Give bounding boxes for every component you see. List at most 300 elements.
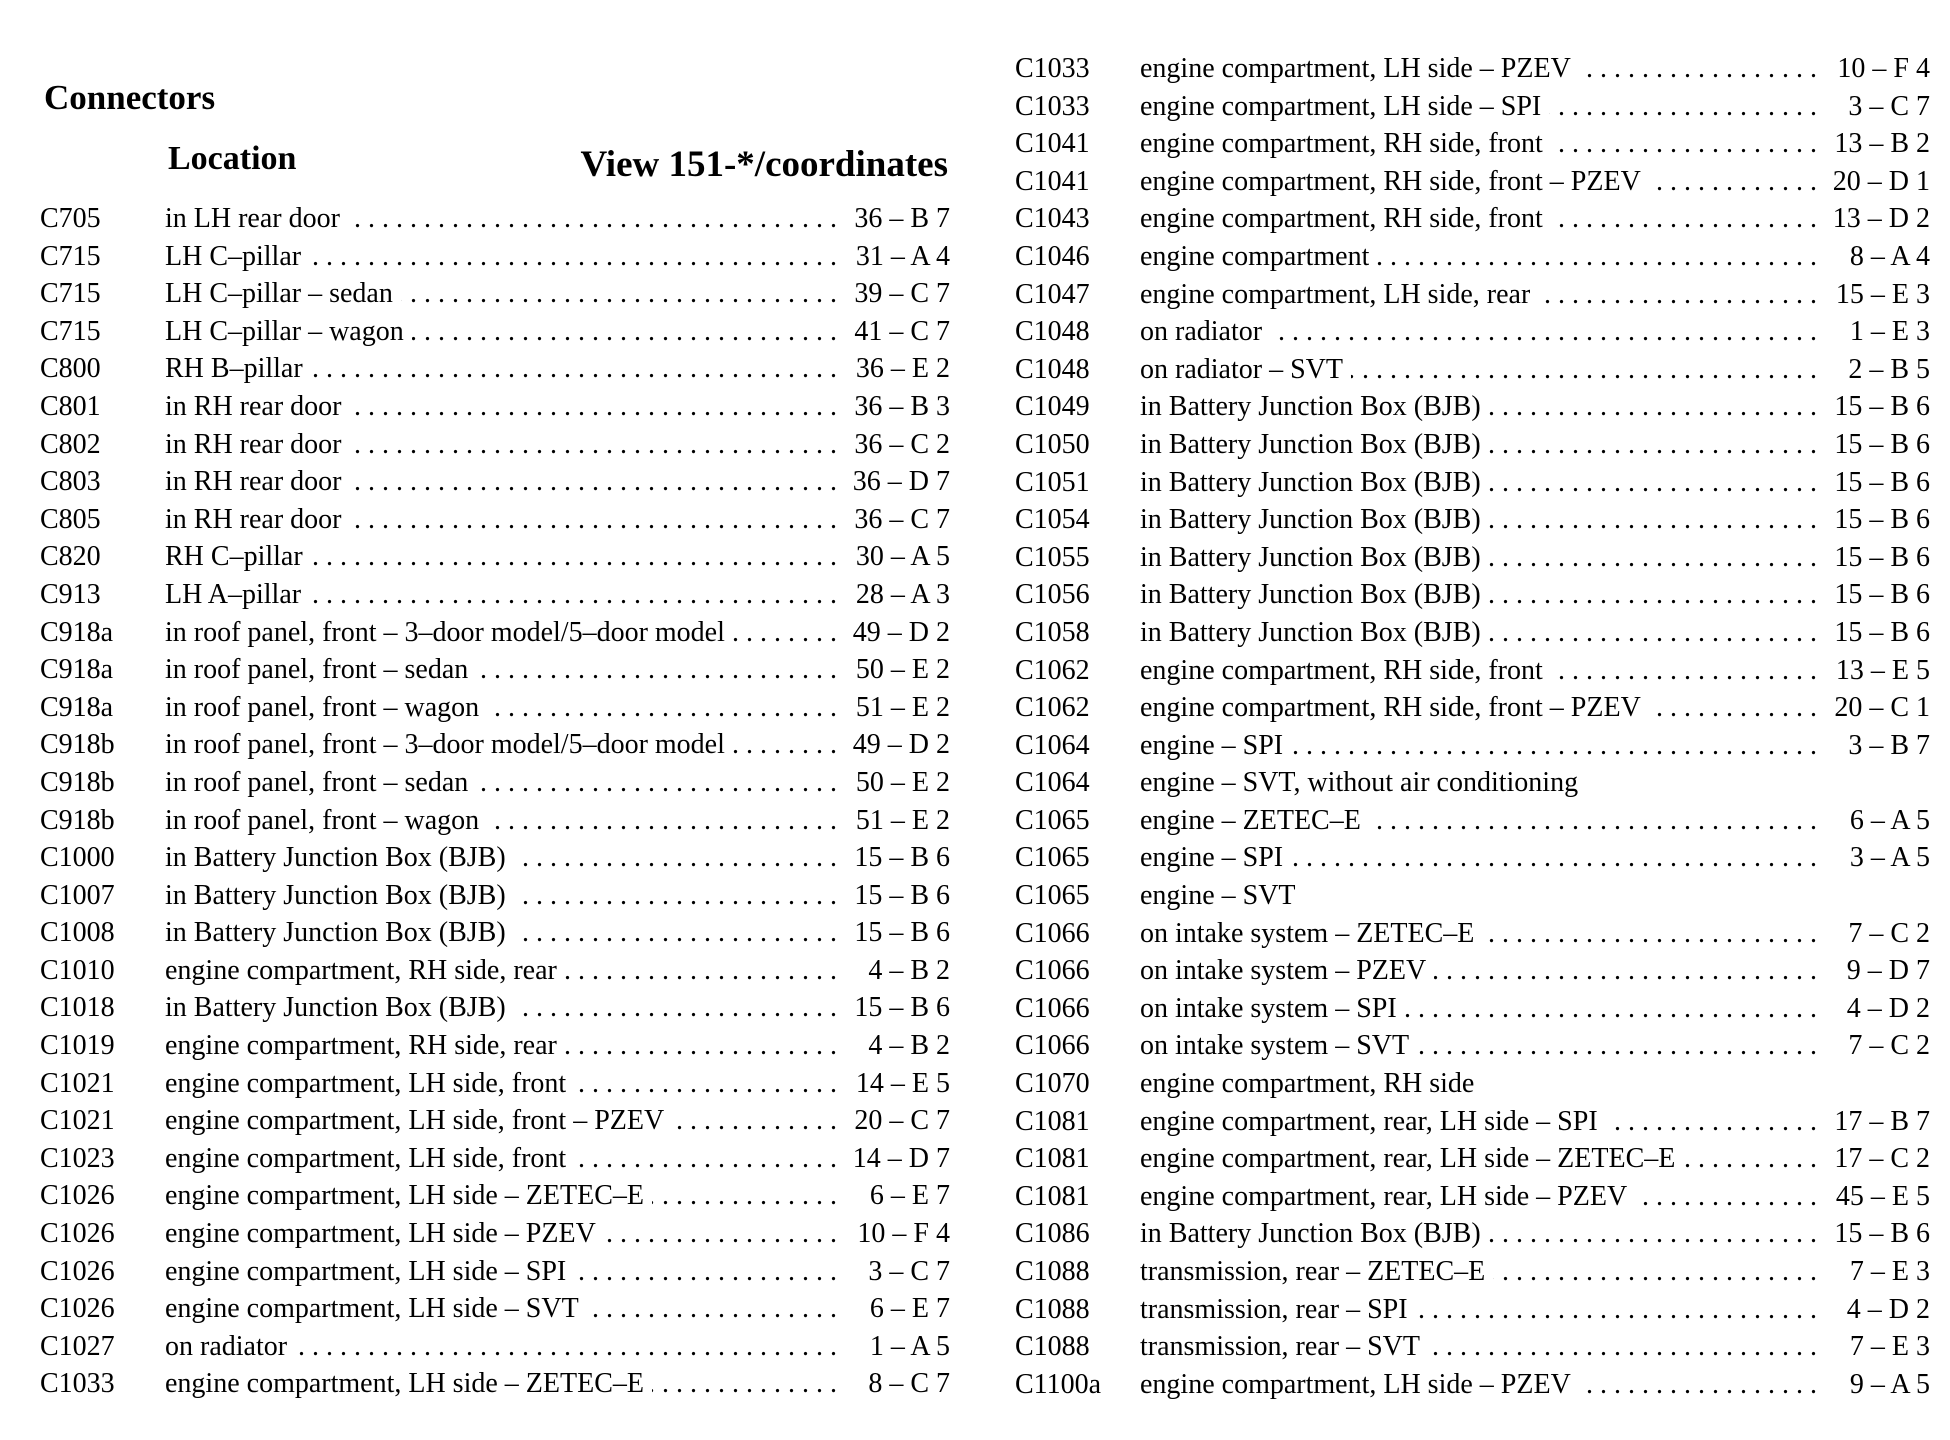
connector-code: C918a — [40, 691, 114, 723]
connector-code: C715 — [40, 278, 101, 310]
connector-coordinates: 6 – E 7 — [869, 1180, 950, 1212]
leader-dots — [1489, 426, 1817, 464]
connector-coordinates: 28 – A 3 — [855, 578, 950, 610]
connector-coordinates: 4 – D 2 — [1846, 992, 1930, 1024]
leader-dots — [348, 200, 837, 238]
connector-coordinates: 36 – C 7 — [854, 503, 950, 535]
connector-coordinates: 15 – B 6 — [854, 917, 950, 949]
leader-dots — [350, 501, 837, 539]
connector-location: on intake system – PZEV — [1140, 955, 1427, 987]
leader-dots — [1489, 388, 1817, 426]
leader-dots — [1377, 238, 1817, 276]
connector-location: in roof panel, front – sedan — [165, 654, 469, 686]
connector-row — [1015, 764, 1930, 802]
connector-coordinates: 36 – B 3 — [854, 390, 950, 422]
connector-location: on intake system – SVT — [1140, 1030, 1410, 1062]
connector-coordinates: 36 – D 7 — [852, 466, 950, 498]
connector-location: in RH rear door — [165, 466, 342, 498]
connector-location: engine compartment, RH side, rear — [165, 1030, 557, 1062]
connector-coordinates: 49 – D 2 — [852, 729, 950, 761]
leader-dots — [1489, 539, 1817, 577]
connector-coordinates: 4 – B 2 — [868, 954, 950, 986]
connector-location: in Battery Junction Box (BJB) — [165, 879, 506, 911]
connector-location: engine – SPI — [1140, 842, 1284, 874]
connector-coordinates: 9 – A 5 — [1849, 1368, 1930, 1400]
leader-dots — [1635, 1178, 1817, 1216]
leader-dots — [1369, 802, 1817, 840]
connector-coordinates: 15 – B 6 — [1834, 1218, 1930, 1250]
leader-dots — [412, 313, 837, 351]
connector-coordinates: 20 – C 7 — [854, 1105, 950, 1137]
connector-code: C1026 — [40, 1255, 115, 1287]
connector-location: engine – SVT, without air conditioning — [1140, 767, 1579, 799]
leader-dots — [1291, 727, 1817, 765]
connector-location: RH C–pillar — [165, 541, 303, 573]
connector-coordinates: 15 – B 6 — [854, 879, 950, 911]
connector-coordinates: 17 – B 7 — [1834, 1105, 1930, 1137]
connector-row — [1015, 1366, 1930, 1404]
connector-coordinates: 45 – E 5 — [1835, 1180, 1930, 1212]
connector-coordinates: 8 – A 4 — [1849, 240, 1930, 272]
connector-coordinates: 3 – C 7 — [868, 1255, 950, 1287]
connector-location: engine compartment, RH side — [1140, 1068, 1475, 1100]
connector-coordinates: 36 – C 2 — [854, 428, 950, 460]
leader-dots — [1493, 1253, 1817, 1291]
connector-row — [40, 802, 950, 840]
connector-location: engine compartment, RH side, front – PZEV — [1140, 165, 1641, 197]
leader-dots — [487, 689, 837, 727]
connector-location: in Battery Junction Box (BJB) — [165, 842, 506, 874]
connector-coordinates: 1 – A 5 — [869, 1330, 950, 1362]
leader-dots — [514, 914, 837, 952]
connector-row — [40, 1365, 950, 1403]
connector-location: engine compartment, LH side – SPI — [1140, 90, 1542, 122]
connector-row — [40, 313, 950, 351]
connector-code: C1041 — [1015, 165, 1090, 197]
connector-code: C918b — [40, 729, 115, 761]
connector-coordinates: 51 – E 2 — [855, 804, 950, 836]
section-title: Connectors — [44, 78, 216, 117]
leader-dots — [733, 614, 837, 652]
connector-coordinates: 2 – B 5 — [1848, 353, 1930, 385]
connector-location: in LH rear door — [165, 203, 340, 234]
connector-coordinates: 10 – F 4 — [857, 1218, 950, 1250]
connector-row — [40, 1290, 950, 1328]
connector-code: C1027 — [40, 1330, 115, 1362]
connector-code: C1056 — [1015, 579, 1090, 611]
connector-row — [1015, 1328, 1930, 1366]
leader-dots — [1489, 1215, 1817, 1253]
connector-coordinates: 3 – B 7 — [1848, 729, 1930, 761]
connector-location: on intake system – ZETEC–E — [1140, 917, 1475, 949]
connector-row — [1015, 426, 1930, 464]
leader-dots — [514, 989, 837, 1027]
leader-dots — [350, 426, 837, 464]
leader-dots — [1489, 464, 1817, 502]
connector-coordinates: 13 – B 2 — [1834, 128, 1930, 160]
connector-location: engine compartment, LH side – ZETEC–E — [165, 1180, 644, 1212]
connector-location: transmission, rear – ZETEC–E — [1140, 1256, 1486, 1287]
connector-code: C1062 — [1015, 654, 1090, 686]
leader-dots — [565, 952, 837, 990]
connector-location: in Battery Junction Box (BJB) — [1140, 1218, 1481, 1250]
leader-dots — [1579, 1366, 1817, 1404]
leader-dots — [652, 1365, 837, 1403]
connector-location: engine compartment, rear, LH side – ZETEC–E — [1140, 1143, 1676, 1175]
connector-row — [1015, 802, 1930, 840]
connector-coordinates: 50 – E 2 — [855, 654, 950, 686]
connector-row — [40, 689, 950, 727]
connector-code: C918a — [40, 616, 114, 648]
leader-dots — [309, 238, 837, 276]
connector-coordinates: 15 – B 6 — [1834, 466, 1930, 498]
connector-coordinates: 41 – C 7 — [854, 315, 950, 347]
connector-code: C1050 — [1015, 428, 1090, 460]
leader-dots — [1683, 1140, 1817, 1178]
connector-code: C1055 — [1015, 541, 1090, 573]
connector-row — [40, 1215, 950, 1253]
leader-dots — [1489, 576, 1817, 614]
connector-code: C918b — [40, 804, 115, 836]
leader-dots — [514, 877, 837, 915]
leader-dots — [574, 1065, 837, 1103]
leader-dots — [1538, 276, 1817, 314]
connector-code: C1026 — [40, 1293, 115, 1325]
leader-dots — [476, 651, 837, 689]
connector-location: in Battery Junction Box (BJB) — [1140, 579, 1481, 611]
connector-code: C1065 — [1015, 880, 1090, 912]
connector-code: C1021 — [40, 1105, 115, 1137]
connector-code: C803 — [40, 466, 101, 498]
connector-location: in roof panel, front – wagon — [165, 804, 480, 836]
leader-dots — [1482, 1065, 1817, 1103]
connector-code: C918a — [40, 654, 114, 686]
leader-dots — [1291, 839, 1817, 877]
connector-row — [40, 463, 950, 501]
leader-dots — [487, 802, 837, 840]
connector-row — [40, 952, 950, 990]
connector-location: in roof panel, front – wagon — [165, 691, 480, 723]
connector-code: C1033 — [1015, 90, 1090, 122]
connector-row — [1015, 388, 1930, 426]
connector-coordinates: 39 – C 7 — [854, 278, 950, 310]
connector-row — [1015, 877, 1930, 915]
connector-coordinates: 8 – C 7 — [868, 1368, 950, 1400]
connector-location: in roof panel, front – sedan — [165, 766, 469, 798]
connector-location: in RH rear door — [165, 428, 342, 460]
connector-coordinates: 6 – A 5 — [1849, 804, 1930, 836]
leader-dots — [309, 576, 837, 614]
connector-location: engine compartment, LH side – PZEV — [1140, 53, 1571, 84]
connector-row — [1015, 276, 1930, 314]
connector-row — [1015, 1291, 1930, 1329]
connector-code: C1081 — [1015, 1105, 1090, 1137]
connector-row — [40, 388, 950, 426]
connector-row — [40, 238, 950, 276]
leader-dots — [401, 275, 837, 313]
connector-row — [1015, 652, 1930, 690]
connector-coordinates: 15 – B 6 — [1834, 616, 1930, 648]
leader-dots — [672, 1102, 837, 1140]
connector-code: C1046 — [1015, 240, 1090, 272]
connector-row — [40, 989, 950, 1027]
connector-code: C1065 — [1015, 842, 1090, 874]
connector-location: in RH rear door — [165, 390, 342, 422]
leader-dots — [350, 388, 837, 426]
connector-row — [40, 877, 950, 915]
connector-row — [40, 275, 950, 313]
connector-code: C1018 — [40, 992, 115, 1024]
connector-location: engine compartment, LH side – PZEV — [1140, 1368, 1571, 1400]
connector-code: C1010 — [40, 954, 115, 986]
connector-location: in Battery Junction Box (BJB) — [1140, 428, 1481, 460]
leader-dots — [1434, 952, 1817, 990]
connector-location: RH B–pillar — [165, 353, 303, 385]
connector-coordinates: 3 – A 5 — [1849, 842, 1930, 874]
connector-location: engine compartment, LH side – SPI — [165, 1255, 567, 1287]
connector-location: in Battery Junction Box (BJB) — [1140, 541, 1481, 573]
connector-location: on radiator — [1140, 316, 1263, 348]
connector-location: engine compartment, LH side, front – PZEV — [165, 1105, 665, 1137]
leader-dots — [1649, 689, 1817, 727]
connector-location: in Battery Junction Box (BJB) — [165, 917, 506, 949]
connector-location: in RH rear door — [165, 503, 342, 535]
connector-location: in Battery Junction Box (BJB) — [1140, 466, 1481, 498]
connector-code: C1021 — [40, 1067, 115, 1099]
connector-row — [1015, 614, 1930, 652]
connector-row — [1015, 238, 1930, 276]
connector-coordinates: 17 – C 2 — [1834, 1143, 1930, 1175]
connector-coordinates: 7 – C 2 — [1848, 917, 1930, 949]
leader-dots — [604, 1215, 837, 1253]
connector-coordinates: 13 – D 2 — [1832, 203, 1930, 235]
connector-row — [1015, 313, 1930, 351]
connector-location: transmission, rear – SPI — [1140, 1293, 1408, 1325]
connector-code: C1088 — [1015, 1256, 1090, 1287]
connector-coordinates: 36 – E 2 — [855, 353, 950, 385]
connector-location: engine compartment, RH side, front — [1140, 128, 1543, 160]
leader-dots — [1551, 200, 1817, 238]
connector-code: C1033 — [40, 1368, 115, 1400]
connector-code: C1043 — [1015, 203, 1090, 235]
leader-dots — [1551, 125, 1817, 163]
connector-coordinates: 15 – B 6 — [1834, 504, 1930, 536]
connector-coordinates: 9 – D 7 — [1846, 955, 1930, 987]
connector-code: C1048 — [1015, 316, 1090, 348]
connector-location: engine compartment, LH side – PZEV — [165, 1218, 596, 1250]
connector-coordinates: 7 – E 3 — [1849, 1331, 1930, 1363]
connector-row — [40, 614, 950, 652]
connector-location: LH C–pillar – wagon — [165, 315, 404, 347]
leader-dots — [1428, 1328, 1817, 1366]
connector-coordinates: 6 – E 7 — [869, 1293, 950, 1325]
connector-row — [40, 1140, 950, 1178]
connector-code: C801 — [40, 390, 101, 422]
leader-dots — [1482, 915, 1817, 953]
connector-row — [1015, 1253, 1930, 1291]
connector-code: C1007 — [40, 879, 115, 911]
connector-location: engine – ZETEC–E — [1140, 804, 1361, 836]
connector-row — [40, 764, 950, 802]
connector-location: in Battery Junction Box (BJB) — [165, 992, 506, 1024]
connector-location: LH A–pillar — [165, 578, 302, 610]
connector-row — [40, 1102, 950, 1140]
leader-dots — [514, 839, 837, 877]
leader-dots — [1351, 351, 1817, 389]
connector-code: C1088 — [1015, 1293, 1090, 1325]
connector-code: C1065 — [1015, 804, 1090, 836]
leader-dots — [350, 463, 837, 501]
connector-location: engine compartment, LH side – SVT — [165, 1293, 579, 1325]
connector-coordinates: 49 – D 2 — [852, 616, 950, 648]
connector-coordinates: 15 – E 3 — [1835, 278, 1930, 310]
leader-dots — [1405, 990, 1817, 1028]
location-column-header: Location — [168, 140, 297, 177]
leader-dots — [1270, 313, 1817, 351]
connector-code: C913 — [40, 578, 101, 610]
connector-code: C715 — [40, 240, 101, 272]
connector-location: engine compartment, LH side, front — [165, 1142, 567, 1174]
connector-row — [1015, 990, 1930, 1028]
connector-coordinates: 14 – E 5 — [855, 1067, 950, 1099]
connector-location: engine compartment, RH side, front — [1140, 203, 1543, 235]
connector-row — [40, 1027, 950, 1065]
connector-row — [40, 1065, 950, 1103]
connector-row — [40, 1328, 950, 1366]
leader-dots — [1489, 501, 1817, 539]
leader-dots — [1417, 1027, 1817, 1065]
connector-location: in Battery Junction Box (BJB) — [1140, 616, 1481, 648]
left-connector-list — [40, 200, 950, 1403]
connector-coordinates: 50 – E 2 — [855, 766, 950, 798]
leader-dots — [1551, 652, 1817, 690]
connector-coordinates: 7 – E 3 — [1849, 1256, 1930, 1287]
view-coordinates-column-header: View 151-*/coordinates — [580, 144, 948, 185]
connector-location: engine compartment, rear, LH side – PZEV — [1140, 1180, 1628, 1212]
connector-row — [1015, 1027, 1930, 1065]
connector-location: engine compartment, LH side – ZETEC–E — [165, 1368, 644, 1400]
leader-dots — [565, 1027, 837, 1065]
connector-coordinates: 15 – B 6 — [1834, 541, 1930, 573]
connector-row — [1015, 727, 1930, 765]
connector-row — [1015, 50, 1930, 88]
leader-dots — [1549, 88, 1817, 126]
connector-code: C1008 — [40, 917, 115, 949]
connector-row — [1015, 689, 1930, 727]
connector-location: on radiator — [165, 1330, 288, 1362]
connector-code: C820 — [40, 541, 101, 573]
leader-dots — [1489, 614, 1817, 652]
connector-code: C1051 — [1015, 466, 1090, 498]
connector-location: in roof panel, front – 3–door model/5–door model — [165, 729, 725, 761]
connector-code: C1000 — [40, 842, 115, 874]
connector-code: C1023 — [40, 1142, 115, 1174]
right-connector-list — [1015, 50, 1930, 1403]
connector-row — [40, 726, 950, 764]
connector-location: engine compartment, LH side, rear — [1140, 278, 1531, 310]
connector-location: engine compartment — [1140, 240, 1370, 272]
connector-coordinates: 30 – A 5 — [855, 541, 950, 573]
connector-row — [40, 1253, 950, 1291]
connector-row — [1015, 1140, 1930, 1178]
leader-dots — [574, 1140, 837, 1178]
connector-coordinates: 31 – A 4 — [855, 240, 950, 272]
leader-dots — [311, 538, 837, 576]
connector-code: C1066 — [1015, 1030, 1090, 1062]
connector-code: C1062 — [1015, 692, 1090, 724]
connector-row — [1015, 576, 1930, 614]
connector-row — [40, 501, 950, 539]
connector-row — [1015, 539, 1930, 577]
connector-row — [1015, 915, 1930, 953]
connector-code: C1066 — [1015, 955, 1090, 987]
leader-dots — [587, 1290, 837, 1328]
connector-location: in roof panel, front – 3–door model/5–door model — [165, 616, 725, 648]
connector-location: LH C–pillar — [165, 240, 302, 272]
connector-row — [40, 350, 950, 388]
connector-row — [40, 200, 950, 238]
connector-location: on radiator – SVT — [1140, 353, 1343, 385]
connector-coordinates: 13 – E 5 — [1835, 654, 1930, 686]
connector-coordinates: 15 – B 6 — [1834, 428, 1930, 460]
connector-code: C1086 — [1015, 1218, 1090, 1250]
connector-coordinates: 4 – D 2 — [1846, 1293, 1930, 1325]
connector-coordinates: 3 – C 7 — [1848, 90, 1930, 122]
connector-row — [40, 914, 950, 952]
leader-dots — [1649, 163, 1817, 201]
connector-location: on intake system – SPI — [1140, 992, 1397, 1024]
leader-dots — [574, 1253, 837, 1291]
connector-location: engine compartment, RH side, rear — [165, 954, 557, 986]
connector-coordinates: 1 – E 3 — [1849, 316, 1930, 348]
connector-row — [1015, 125, 1930, 163]
leader-dots — [1586, 764, 1817, 802]
leader-dots — [1304, 877, 1817, 915]
connector-coordinates: 15 – B 6 — [1834, 391, 1930, 423]
connector-row — [1015, 163, 1930, 201]
connector-row — [1015, 464, 1930, 502]
connector-location: engine compartment, LH side, front — [165, 1067, 567, 1099]
connector-row — [40, 426, 950, 464]
connector-code: C715 — [40, 315, 101, 347]
leader-dots — [1606, 1103, 1817, 1141]
connector-row — [40, 538, 950, 576]
connector-coordinates: 4 – B 2 — [868, 1030, 950, 1062]
connector-code: C1064 — [1015, 767, 1090, 799]
connector-code: C1026 — [40, 1180, 115, 1212]
connector-code: C1081 — [1015, 1180, 1090, 1212]
connector-code: C1064 — [1015, 729, 1090, 761]
connector-location: LH C–pillar – sedan — [165, 278, 393, 310]
connector-coordinates: 10 – F 4 — [1837, 53, 1930, 84]
connector-code: C1026 — [40, 1218, 115, 1250]
connector-coordinates: 20 – D 1 — [1832, 165, 1930, 197]
connector-coordinates: 36 – B 7 — [854, 203, 950, 234]
connector-row — [1015, 1178, 1930, 1216]
connector-coordinates: 15 – B 6 — [1834, 579, 1930, 611]
connector-code: C802 — [40, 428, 101, 460]
connector-row — [40, 1177, 950, 1215]
connector-row — [40, 576, 950, 614]
connector-row — [40, 839, 950, 877]
connector-code: C1019 — [40, 1030, 115, 1062]
connector-code: C800 — [40, 353, 101, 385]
connector-coordinates: 51 – E 2 — [855, 691, 950, 723]
connector-code: C1088 — [1015, 1331, 1090, 1363]
connector-location: engine – SVT — [1140, 880, 1296, 912]
leader-dots — [1579, 50, 1817, 88]
connector-row — [1015, 839, 1930, 877]
